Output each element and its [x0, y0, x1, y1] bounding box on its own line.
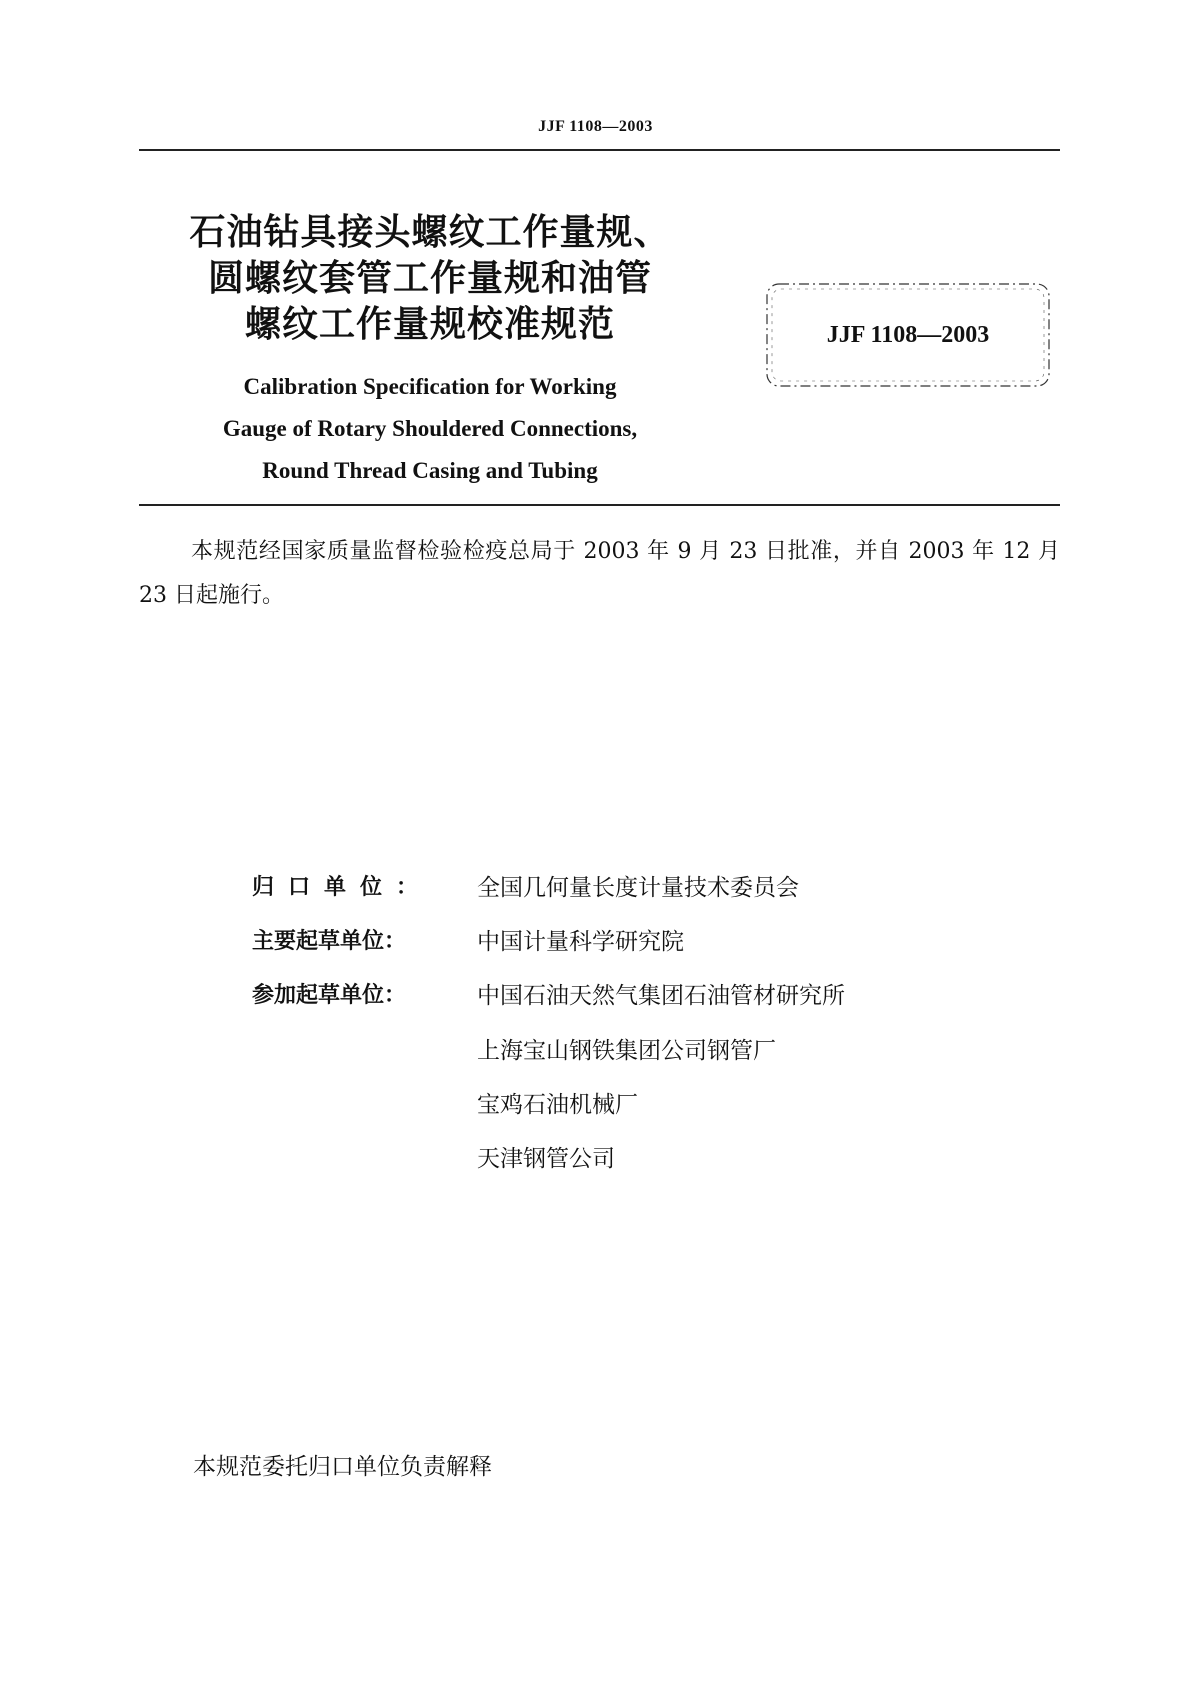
title-cn-line-1: 石油钻具接头螺纹工作量规、: [189, 212, 671, 253]
participating-drafter-4: 天津钢管公司: [477, 1146, 615, 1172]
header-divider: [139, 149, 1060, 151]
title-en-line-3: Round Thread Casing and Tubing: [262, 458, 598, 483]
participating-drafter-1: 中国石油天然气集团石油管材研究所: [477, 983, 845, 1009]
responsible-unit-label: 归口单位：: [252, 875, 433, 900]
participating-drafter-label: 参加起草单位：: [252, 983, 407, 1008]
spec-code: JJF 1108—2003: [826, 321, 990, 348]
main-drafter-label: 主要起草单位：: [252, 929, 407, 954]
header-spec-code: JJF 1108—2003: [538, 118, 653, 135]
participating-drafter-2: 上海宝山钢铁集团公司钢管厂: [477, 1038, 776, 1064]
title-en-line-2: Gauge of Rotary Shouldered Connections,: [222, 416, 638, 441]
title-cn-line-2: 圆螺纹套管工作量规和油管: [207, 258, 652, 299]
approval-statement: 本规范经国家质量监督检验检疫总局于 2003 年 9 月 23 日批准，并自 2003 年 12 月 23 日起施行。: [139, 539, 1060, 608]
participating-drafter-3: 宝鸡石油机械厂: [477, 1092, 638, 1118]
responsible-unit-value: 全国几何量长度计量技术委员会: [477, 875, 799, 901]
title-en-line-1: Calibration Specification for Working: [243, 374, 617, 399]
main-drafter-value: 中国计量科学研究院: [477, 929, 684, 955]
interpretation-note: 本规范委托归口单位负责解释: [193, 1454, 492, 1480]
spec-code-frame: [763, 280, 1053, 390]
title-cn-line-3: 螺纹工作量规校准规范: [244, 304, 615, 345]
title-divider: [139, 504, 1060, 506]
